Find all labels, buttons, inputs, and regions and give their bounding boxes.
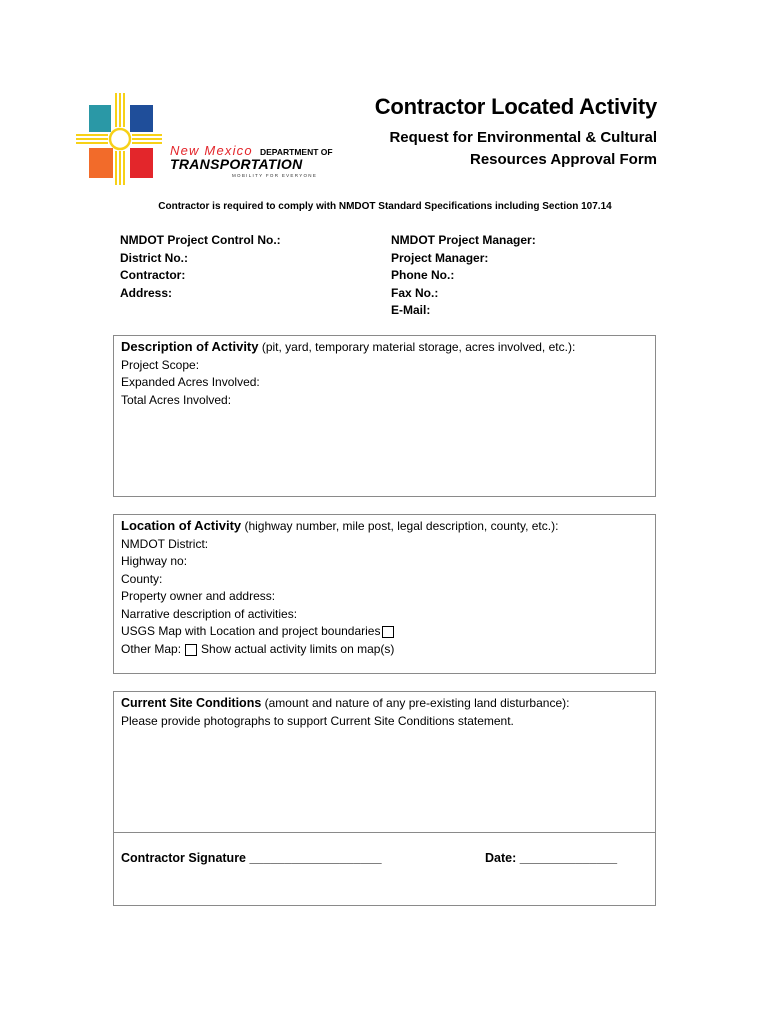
field-project-manager: Project Manager: xyxy=(391,250,489,265)
description-heading-row xyxy=(121,338,655,357)
logo-brand-new-mexico: New Mexico xyxy=(170,143,253,158)
zia-sun-logo-icon xyxy=(72,93,347,188)
location-heading-row xyxy=(121,517,655,536)
field-total-acres[interactable]: Total Acres Involved: xyxy=(121,392,232,407)
contractor-signature-field[interactable]: Contractor Signature ___________________ xyxy=(121,851,382,865)
field-contractor: Contractor: xyxy=(120,268,186,282)
form-subtitle xyxy=(389,127,657,171)
field-property-owner[interactable]: Property owner and address: xyxy=(121,589,276,603)
other-map-row xyxy=(121,641,655,659)
signature-divider xyxy=(114,832,655,833)
description-heading-note: (pit, yard, temporary material storage, acres involved, etc.): xyxy=(258,340,576,354)
logo-tagline: MOBILITY FOR EVERYONE xyxy=(232,173,318,178)
subtitle-line-2: Resources Approval Form xyxy=(470,151,657,168)
field-expanded-acres[interactable]: Expanded Acres Involved: xyxy=(121,375,260,389)
other-map-label: Other Map: xyxy=(121,641,182,656)
site-heading: Current Site Conditions xyxy=(121,696,262,710)
field-county[interactable]: County: xyxy=(121,571,163,586)
site-photo-instruction[interactable]: Please provide photographs to support Current Site Conditions statement. xyxy=(121,713,514,728)
field-narrative[interactable]: Narrative description of activities: xyxy=(121,606,298,621)
logo-brand-transportation: TRANSPORTATION xyxy=(170,156,303,172)
other-map-checkbox[interactable] xyxy=(185,644,197,656)
field-nmdot-project-manager: NMDOT Project Manager: xyxy=(391,233,536,247)
description-section xyxy=(113,335,656,497)
description-heading: Description of Activity xyxy=(121,339,259,354)
field-email: E-Mail: xyxy=(391,303,431,317)
date-field[interactable]: Date: ______________ xyxy=(485,851,618,865)
field-phone-no: Phone No.: xyxy=(391,268,455,282)
usgs-map-label: USGS Map with Location and project boundaries xyxy=(121,624,381,638)
location-heading-note: (highway number, mile post, legal description, county, etc.): xyxy=(241,519,559,533)
logo-brand-dept: DEPARTMENT OF xyxy=(260,147,333,157)
other-map-note: Show actual activity limits on map(s) xyxy=(201,641,395,656)
form-title: Contractor Located Activity xyxy=(374,94,657,119)
field-project-control-no: NMDOT Project Control No.: xyxy=(120,233,281,247)
field-district-no: District No.: xyxy=(120,250,189,265)
usgs-map-checkbox[interactable] xyxy=(382,626,394,638)
site-conditions-section xyxy=(113,691,656,906)
usgs-map-row xyxy=(121,623,655,641)
project-info-right xyxy=(391,232,536,320)
site-heading-row xyxy=(121,695,655,713)
field-project-scope[interactable]: Project Scope: xyxy=(121,357,200,372)
field-nmdot-district[interactable]: NMDOT District: xyxy=(121,536,209,551)
compliance-notice: Contractor is required to comply with NMDOT Standard Specifications including Section 107.14 xyxy=(158,201,612,212)
location-heading: Location of Activity xyxy=(121,518,242,533)
project-info-left xyxy=(120,232,281,302)
field-address: Address: xyxy=(120,285,173,300)
field-fax-no: Fax No.: xyxy=(391,285,439,300)
location-section xyxy=(113,514,656,674)
nmdot-logo xyxy=(72,93,347,188)
site-heading-note: (amount and nature of any pre-existing land disturbance): xyxy=(261,696,570,710)
subtitle-line-1: Request for Environmental & Cultural xyxy=(389,129,657,146)
field-highway-no[interactable]: Highway no: xyxy=(121,554,188,568)
